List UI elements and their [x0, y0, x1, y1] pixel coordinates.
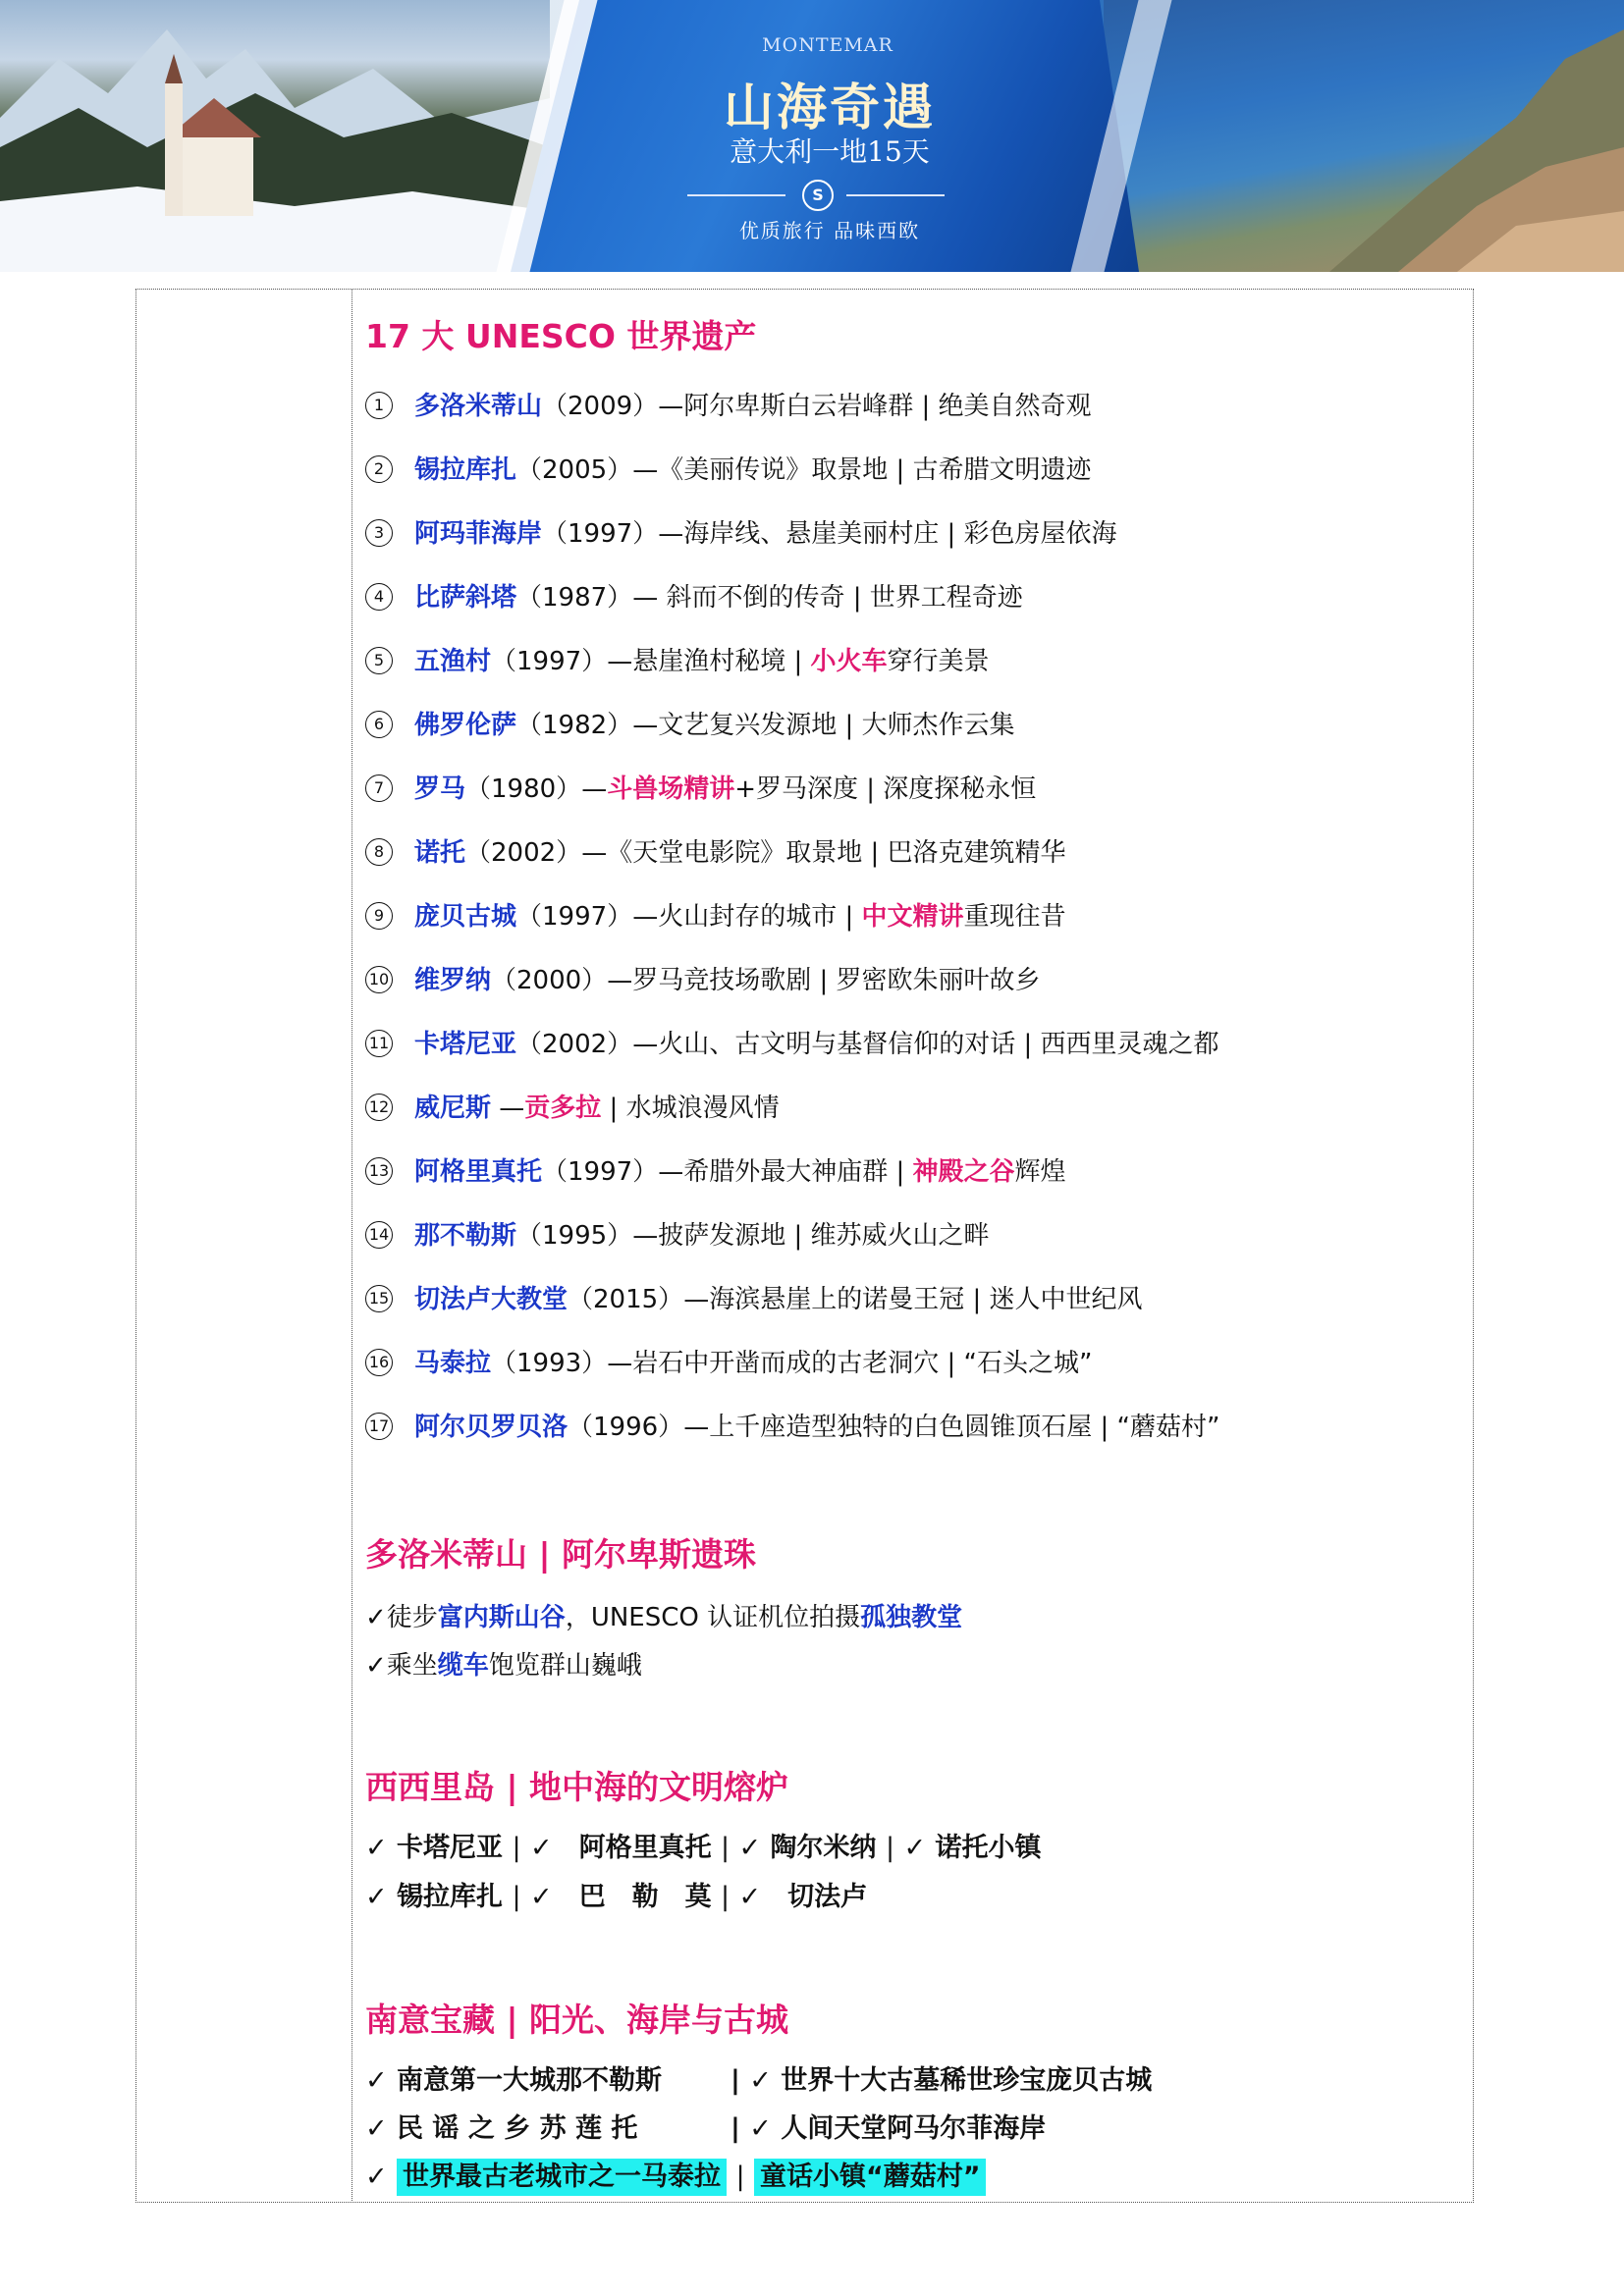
highlight-feature: 神殿之谷	[912, 1157, 1015, 1187]
place-amalfi: | ✓ 人间天堂阿马尔菲海岸	[731, 2113, 1047, 2144]
unesco-list-item	[365, 1218, 989, 1254]
separator: |	[512, 1833, 521, 1863]
site-description-tail: 重现往昔	[963, 902, 1066, 932]
site-name: 卡塔尼亚	[414, 1030, 517, 1059]
site-name: 诺托	[414, 838, 466, 868]
place-naples: ✓ 南意第一大城那不勒斯	[365, 2065, 663, 2096]
site-description-tail: 穿行美景	[887, 647, 990, 676]
site-description: —希腊外最大神庙群 |	[658, 1157, 913, 1187]
mountain-scene-illustration	[0, 0, 550, 272]
site-year: （1980）	[465, 774, 582, 804]
site-description: —岩石中开凿而成的古老洞穴 | “石头之城”	[607, 1349, 1093, 1378]
site-description: —海岸线、悬崖美丽村庄 | 彩色房屋依海	[658, 519, 1117, 549]
text: ✓徒步	[365, 1603, 438, 1632]
site-description: —火山封存的城市 |	[632, 902, 862, 932]
section-title-dolomites: 多洛米蒂山 | 阿尔卑斯遗珠	[365, 1535, 757, 1574]
site-name: 威尼斯	[414, 1094, 492, 1123]
dolomites-line-2	[365, 1648, 642, 1683]
unesco-list-item	[365, 389, 1091, 424]
unesco-list-item	[365, 1091, 780, 1126]
brand-logo-icon: S	[802, 180, 834, 211]
site-year: （2015）	[568, 1285, 684, 1314]
banner-subhead: 意大利一地15天	[730, 135, 930, 168]
site-description: —阿尔卑斯白云岩峰群 | 绝美自然奇观	[658, 392, 1092, 421]
site-year: （1997）	[516, 902, 633, 932]
highlight-place: 缆车	[437, 1651, 489, 1681]
text: ，UNESCO 认证机位拍摄	[565, 1603, 861, 1632]
site-name: 阿格里真托	[414, 1157, 543, 1187]
unesco-number-badge: 5	[365, 647, 393, 674]
unesco-number-badge: 12	[365, 1094, 393, 1121]
unesco-number-badge: 14	[365, 1221, 393, 1249]
south-row-3	[365, 2159, 986, 2196]
site-name: 锡拉库扎	[414, 455, 517, 485]
unesco-list-item	[365, 516, 1116, 552]
site-year: （1996）	[568, 1413, 684, 1442]
banner-headline: 山海奇遇	[723, 79, 936, 137]
place-matera-highlight: 世界最古老城市之一马泰拉	[397, 2159, 727, 2196]
site-year: （1982）	[516, 711, 633, 740]
unesco-number-badge: 13	[365, 1157, 393, 1185]
site-name: 庞贝古城	[414, 902, 517, 932]
left-empty-column	[135, 289, 352, 2203]
place-catania: ✓ 卡塔尼亚	[365, 1833, 504, 1863]
check-icon: ✓	[365, 2162, 388, 2192]
site-description: —火山、古文明与基督信仰的对话 | 西西里灵魂之都	[632, 1030, 1219, 1059]
unesco-number-badge: 3	[365, 519, 393, 547]
site-description: —悬崖渔村秘境 |	[607, 647, 811, 676]
unesco-number-badge: 2	[365, 455, 393, 483]
unesco-number-badge: 16	[365, 1349, 393, 1376]
unesco-number-badge: 8	[365, 838, 393, 866]
separator: |	[720, 1882, 731, 1912]
unesco-list-item	[365, 1282, 1142, 1317]
site-name: 罗马	[414, 774, 466, 804]
site-name: 比萨斜塔	[414, 583, 517, 613]
site-description: —文艺复兴发源地 | 大师杰作云集	[632, 711, 1015, 740]
unesco-list-item	[365, 835, 1065, 871]
unesco-number-badge: 11	[365, 1030, 393, 1057]
separator: |	[885, 1833, 895, 1863]
section-title-south: 南意宝藏 | 阳光、海岸与古城	[365, 2001, 789, 2039]
unesco-list-item	[365, 580, 1023, 615]
site-description: —上千座造型独特的白色圆锥顶石屋 | “蘑菇村”	[683, 1413, 1220, 1442]
site-name: 马泰拉	[414, 1349, 492, 1378]
site-description: —	[499, 1094, 525, 1123]
highlight-feature: 贡多拉	[524, 1094, 602, 1123]
highlight-feature: 斗兽场精讲	[607, 774, 735, 804]
highlight-feature: 中文精讲	[861, 902, 964, 932]
unesco-list-item	[365, 1027, 1218, 1062]
divider-line	[687, 194, 785, 196]
unesco-list-item	[365, 1346, 1092, 1381]
place-noto: ✓ 诺托小镇	[903, 1833, 1042, 1863]
site-description-tail: | 水城浪漫风情	[601, 1094, 780, 1123]
text: ✓乘坐	[365, 1651, 438, 1681]
site-year: （1987）	[516, 583, 633, 613]
unesco-list-item	[365, 963, 1040, 998]
site-description-tail: +罗马深度 | 深度探秘永恒	[734, 774, 1037, 804]
south-row-1	[365, 2062, 1152, 2100]
unesco-number-badge: 4	[365, 583, 393, 611]
site-name: 那不勒斯	[414, 1221, 517, 1251]
site-description: —披萨发源地 | 维苏威火山之畔	[632, 1221, 990, 1251]
site-year: （2009）	[542, 392, 659, 421]
unesco-list-item	[365, 772, 1036, 807]
unesco-list-item	[365, 899, 1066, 934]
place-sorrento: ✓ 民 谣 之 乡 苏 莲 托	[365, 2113, 638, 2144]
unesco-number-badge: 6	[365, 711, 393, 738]
banner-tagline: 优质旅行 品味西欧	[738, 219, 921, 242]
site-year: （1995）	[516, 1221, 633, 1251]
unesco-number-badge: 9	[365, 902, 393, 930]
text: 饱览群山巍峨	[488, 1651, 642, 1681]
site-description: —罗马竞技场歌剧 | 罗密欧朱丽叶故乡	[607, 966, 1041, 995]
site-description: —海滨悬崖上的诺曼王冠 | 迷人中世纪风	[683, 1285, 1143, 1314]
unesco-list-item	[365, 1410, 1219, 1445]
unesco-number-badge: 10	[365, 966, 393, 993]
sicily-row-1	[365, 1830, 1041, 1867]
site-description: — 斜而不倒的传奇 | 世界工程奇迹	[632, 583, 1023, 613]
header-banner	[0, 0, 1624, 272]
south-row-2	[365, 2110, 1046, 2148]
coast-scene-illustration	[1104, 0, 1624, 272]
place-agrigento: ✓ 阿格里真托	[529, 1833, 712, 1863]
brand-name: MONTEMAR	[762, 34, 893, 56]
site-description: —《天堂电影院》取景地 | 巴洛克建筑精华	[581, 838, 1066, 868]
place-palermo: ✓ 巴 勒 莫	[529, 1882, 712, 1912]
unesco-list-item	[365, 708, 1014, 743]
site-year: （1997）	[542, 519, 659, 549]
unesco-number-badge: 7	[365, 774, 393, 802]
unesco-list-item	[365, 1154, 1066, 1190]
site-name: 五渔村	[414, 647, 492, 676]
site-year: （2005）	[516, 455, 633, 485]
site-year: （1997）	[491, 647, 608, 676]
place-taormina: ✓ 陶尔米纳	[738, 1833, 877, 1863]
section-title-unesco: 17 大 UNESCO 世界遗产	[365, 317, 757, 355]
site-description: —	[581, 774, 608, 804]
separator: |	[720, 1833, 731, 1863]
site-year: （1993）	[491, 1349, 608, 1378]
site-description-tail: 辉煌	[1014, 1157, 1066, 1187]
place-pompeii: | ✓ 世界十大古墓稀世珍宝庞贝古城	[731, 2065, 1153, 2096]
site-name: 佛罗伦萨	[414, 711, 517, 740]
unesco-list-item	[365, 453, 1091, 488]
highlight-place: 孤独教堂	[860, 1603, 963, 1632]
site-name: 维罗纳	[414, 966, 492, 995]
place-alberobello-highlight: 童话小镇“蘑菇村”	[754, 2159, 987, 2196]
site-name: 阿尔贝罗贝洛	[414, 1413, 568, 1442]
site-year: （2002）	[465, 838, 582, 868]
highlight-place: 富内斯山谷	[437, 1603, 566, 1632]
place-siracusa: ✓ 锡拉库扎	[365, 1882, 504, 1912]
sicily-row-2	[365, 1879, 867, 1916]
dolomites-line-1	[365, 1600, 962, 1635]
unesco-number-badge: 1	[365, 392, 393, 419]
place-cefalu: ✓ 切法卢	[738, 1882, 868, 1912]
separator: |	[512, 1882, 521, 1912]
site-name: 切法卢大教堂	[414, 1285, 568, 1314]
site-year: （2000）	[491, 966, 608, 995]
divider-line	[846, 194, 945, 196]
site-name: 多洛米蒂山	[414, 392, 543, 421]
site-year: （2002）	[516, 1030, 633, 1059]
site-year: （1997）	[542, 1157, 659, 1187]
section-title-sicily: 西西里岛 | 地中海的文明熔炉	[365, 1768, 789, 1806]
unesco-list-item	[365, 644, 990, 679]
site-name: 阿玛菲海岸	[414, 519, 543, 549]
unesco-number-badge: 15	[365, 1285, 393, 1312]
site-description: —《美丽传说》取景地 | 古希腊文明遗迹	[632, 455, 1092, 485]
highlight-feature: 小火车	[810, 647, 888, 676]
unesco-number-badge: 17	[365, 1413, 393, 1440]
separator: |	[735, 2162, 745, 2192]
